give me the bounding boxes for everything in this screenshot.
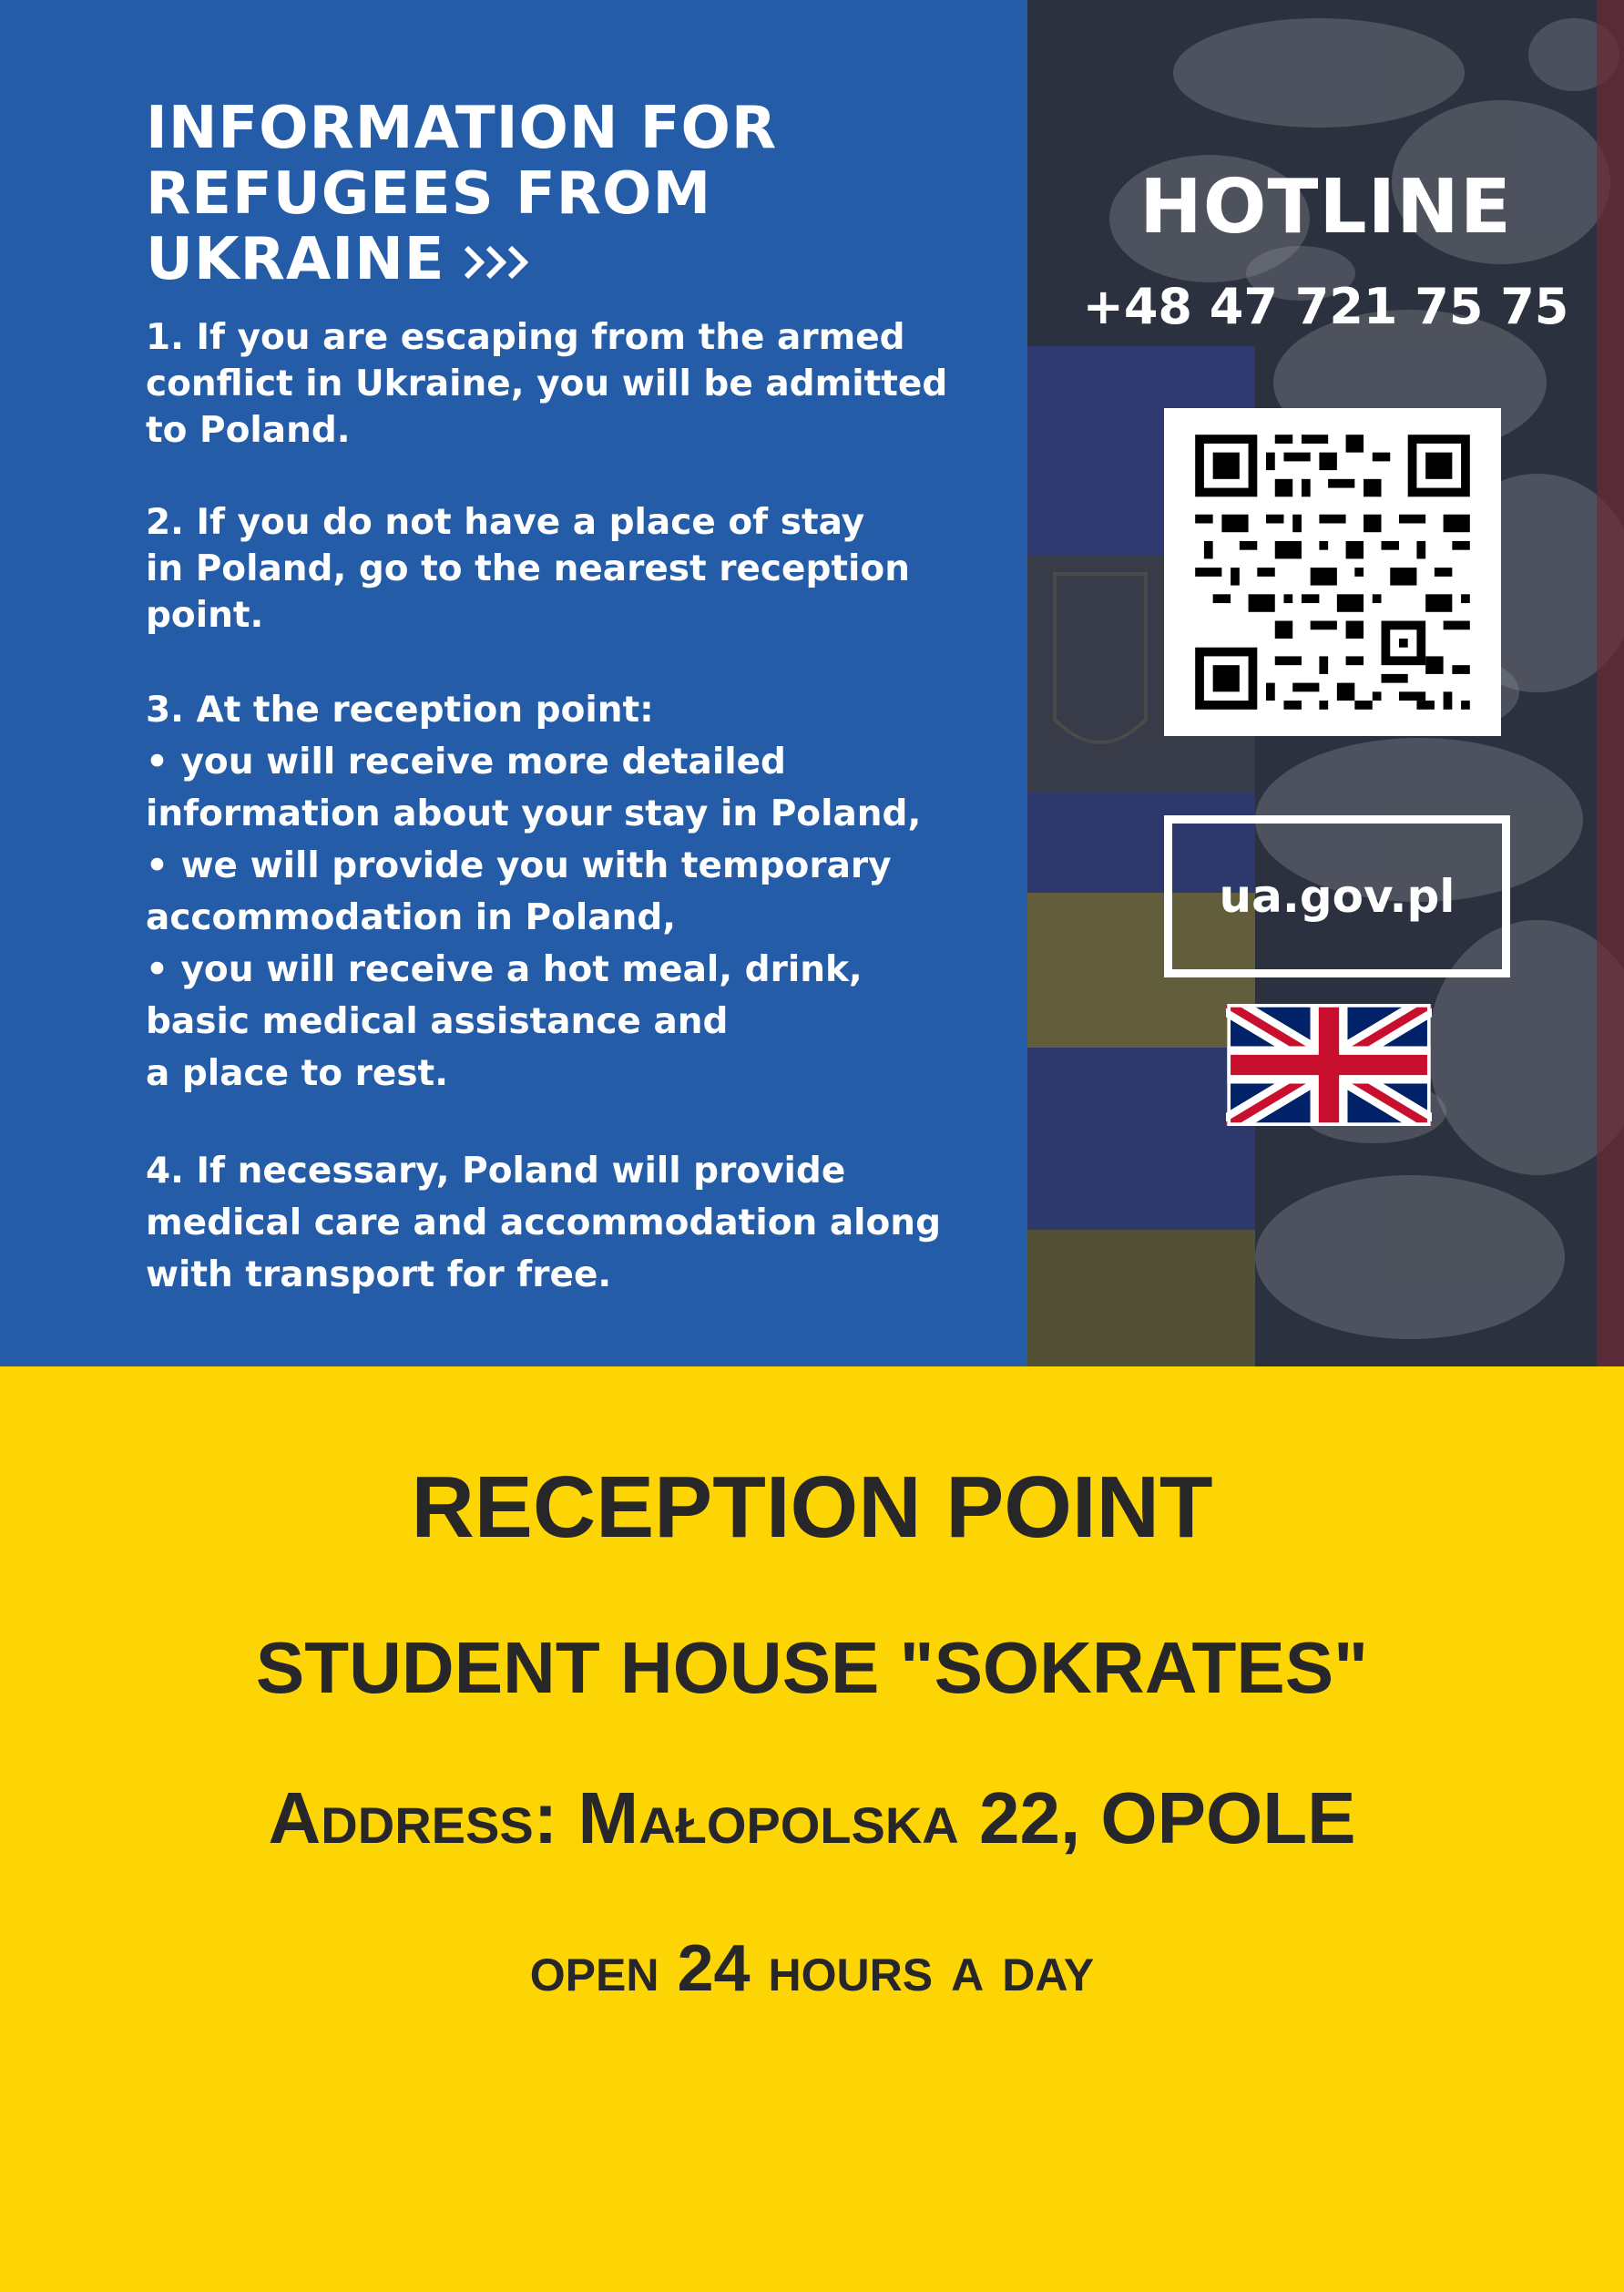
hotline-title: HOTLINE <box>1139 164 1512 251</box>
info-item-4 <box>146 1145 1002 1301</box>
info-item-line: to Poland. <box>146 410 351 451</box>
uk-flag-icon <box>1226 1004 1432 1126</box>
reception-location: STUDENT HOUSE "SOKRATES" <box>255 1627 1369 1708</box>
info-bullet-line: • we will provide you with temporary <box>146 845 892 886</box>
qr-code-icon[interactable] <box>1164 408 1501 736</box>
info-item-1 <box>146 314 1002 454</box>
reception-hours: open 24 hours a day <box>529 1932 1095 2005</box>
info-item-line: 4. If necessary, Poland will provide <box>146 1151 846 1192</box>
info-bullet-line: accommodation in Poland, <box>146 897 677 938</box>
info-title-line <box>146 227 965 292</box>
info-item-2 <box>146 499 1002 639</box>
website-link[interactable] <box>1164 815 1510 977</box>
info-bullet-line: basic medical assistance and <box>146 1001 729 1042</box>
triple-chevron-right-icon <box>461 240 537 284</box>
reception-title: RECEPTION POINT <box>411 1458 1213 1556</box>
info-bullet-line: • you will receive more detailed <box>146 742 786 783</box>
info-item-line: 2. If you do not have a place of stay <box>146 502 865 543</box>
info-title-line: INFORMATION FOR <box>146 95 778 162</box>
info-list <box>146 314 1002 1346</box>
hotline-panel <box>1027 0 1624 1366</box>
info-bullet-line: a place to rest. <box>146 1053 449 1094</box>
info-item-line: 1. If you are escaping from the armed <box>146 317 905 358</box>
info-title <box>146 96 965 292</box>
reception-panel <box>0 1366 1624 2292</box>
reception-address: Address: Małopolska 22, OPOLE <box>268 1777 1356 1858</box>
info-item-heading: 3. At the reception point: <box>146 690 654 731</box>
hotline-number[interactable]: +48 47 721 75 75 <box>1082 278 1569 335</box>
info-bullet-line: • you will receive a hot meal, drink, <box>146 949 863 990</box>
info-item-line: conflict in Ukraine, you will be admitted <box>146 363 948 404</box>
info-title-line-text: UKRAINE <box>146 226 445 293</box>
info-bullet-line: information about your stay in Poland, <box>146 793 922 834</box>
info-item-line: with transport for free. <box>146 1254 612 1295</box>
info-item-line: in Poland, go to the nearest reception <box>146 548 910 589</box>
info-item-3 <box>146 684 1002 1100</box>
qr-code-graphic <box>1164 408 1501 736</box>
info-item-line: medical care and accommodation along <box>146 1202 941 1243</box>
info-title-line: REFUGEES FROM <box>146 160 712 228</box>
info-item-line: point. <box>146 595 264 636</box>
info-panel <box>0 0 1027 1366</box>
website-link-text[interactable]: ua.gov.pl <box>1219 870 1455 923</box>
